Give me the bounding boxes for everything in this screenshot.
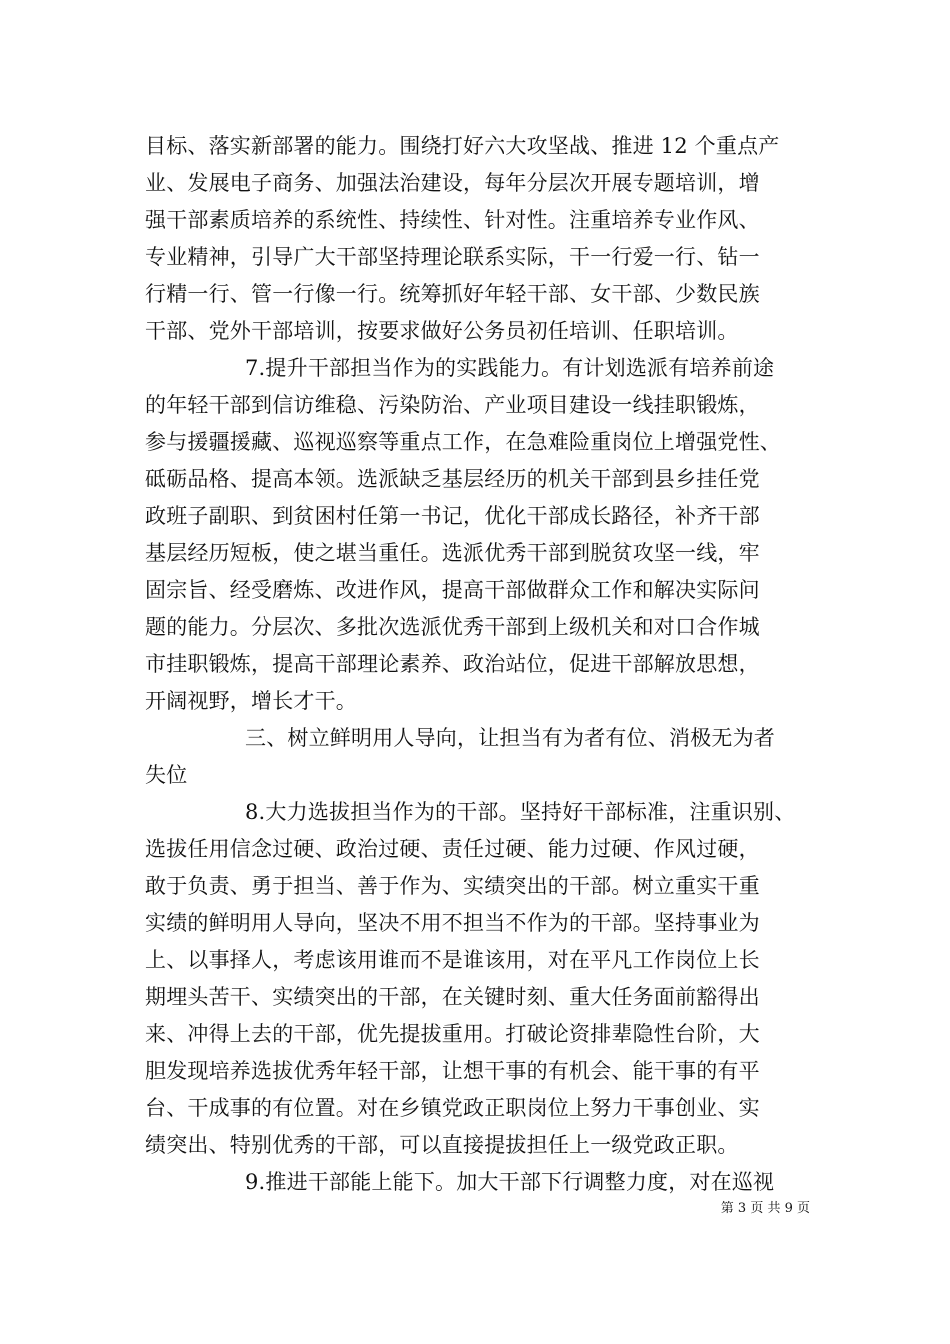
text-line: 的年轻干部到信访维稳、污染防治、产业项目建设一线挂职锻炼， [145,393,760,417]
text-line: 实绩的鲜明用人导向，坚决不用不担当不作为的干部。坚持事业为 [145,911,760,935]
paragraph-8-start: 8.大力选拔担当作为的干部。坚持好干部标准，注重识别、 [245,800,796,824]
text-line: 敢于负责、勇于担当、善于作为、实绩突出的干部。树立重实干重 [145,874,760,898]
section-heading-continued: 失位 [145,763,188,787]
text-line: 期埋头苦干、实绩突出的干部，在关键时刻、重大任务面前豁得出 [145,985,760,1009]
text-line: 固宗旨、经受磨炼、改进作风，提高干部做群众工作和解决实际问 [145,578,760,602]
section-heading: 三、树立鲜明用人导向，让担当有为者有位、消极无为者 [245,726,775,750]
page-number: 第 3 页 共 9 页 [720,1201,810,1216]
text-line: 开阔视野，增长才干。 [145,689,357,713]
text-line: 绩突出、特别优秀的干部，可以直接提拔担任上一级党政正职。 [145,1133,739,1157]
text-line: 台、干成事的有位置。对在乡镇党政正职岗位上努力干事创业、实 [145,1096,760,1120]
text-line: 专业精神，引导广大干部坚持理论联系实际，干一行爱一行、钻一 [145,245,760,269]
text-line: 干部、党外干部培训，按要求做好公务员初任培训、任职培训。 [145,319,739,343]
text-line: 业、发展电子商务、加强法治建设，每年分层次开展专题培训，增 [145,171,760,195]
text-line: 市挂职锻炼，提高干部理论素养、政治站位，促进干部解放思想， [145,652,760,676]
text-line: 选拔任用信念过硬、政治过硬、责任过硬、能力过硬、作风过硬， [145,837,760,861]
text-line: 上、以事择人，考虑该用谁而不是谁该用，对在平凡工作岗位上长 [145,948,760,972]
text-line: 砥砺品格、提高本领。选派缺乏基层经历的机关干部到县乡挂任党 [145,467,760,491]
text-line: 胆发现培养选拔优秀年轻干部，让想干事的有机会、能干事的有平 [145,1059,760,1083]
text-line: 来、冲得上去的干部，优先提拔重用。打破论资排辈隐性台阶，大 [145,1022,760,1046]
paragraph-7-start: 7.提升干部担当作为的实践能力。有计划选派有培养前途 [245,356,775,380]
paragraph-9-start: 9.推进干部能上能下。加大干部下行调整力度，对在巡视 [245,1170,775,1194]
text-line: 基层经历短板，使之堪当重任。选派优秀干部到脱贫攻坚一线，牢 [145,541,760,565]
text-line: 强干部素质培养的系统性、持续性、针对性。注重培养专业作风、 [145,208,760,232]
text-line: 题的能力。分层次、多批次选派优秀干部到上级机关和对口合作城 [145,615,760,639]
text-line: 行精一行、管一行像一行。统筹抓好年轻干部、女干部、少数民族 [145,282,760,306]
text-line: 参与援疆援藏、巡视巡察等重点工作，在急难险重岗位上增强党性、 [145,430,781,454]
text-line: 目标、落实新部署的能力。围绕打好六大攻坚战、推进 12 个重点产 [145,134,780,158]
text-line: 政班子副职、到贫困村任第一书记，优化干部成长路径，补齐干部 [145,504,760,528]
